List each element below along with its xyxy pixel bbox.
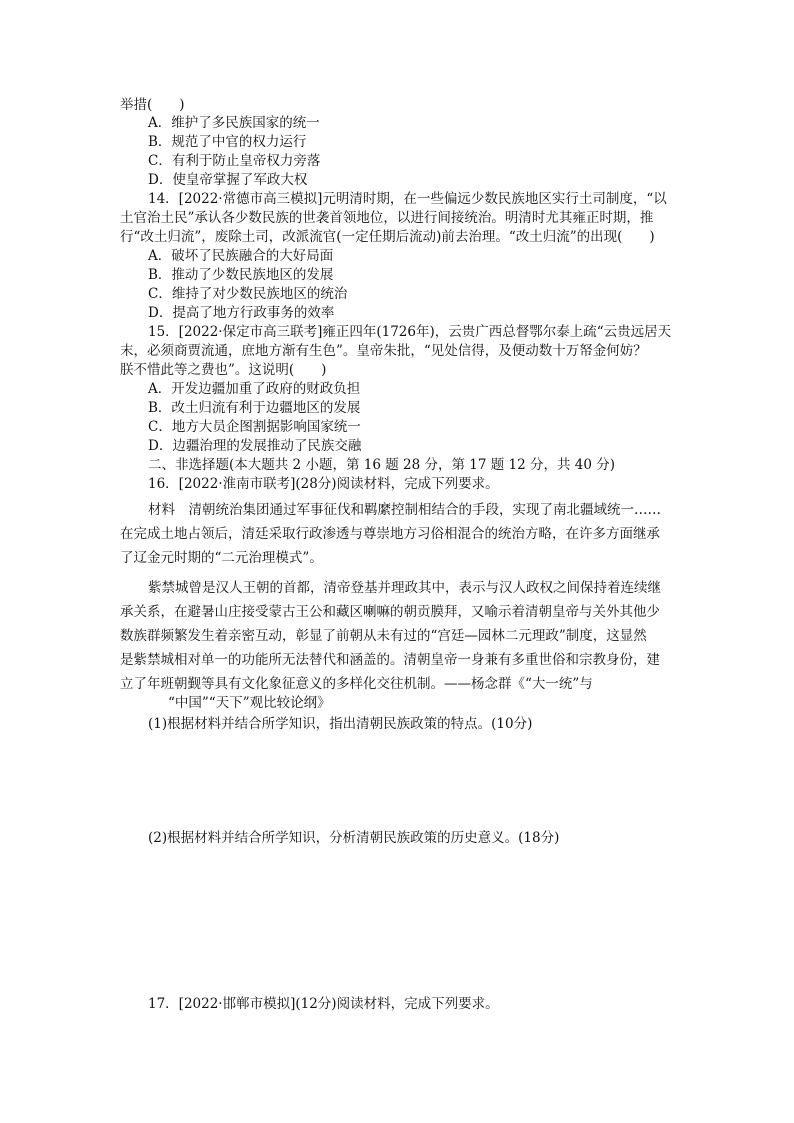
q14-stem-line2: 土官治土民”承认各少数民族的世袭首领地位，以进行间接统治。明清时尤其雍正时期，推 — [120, 210, 654, 226]
q15-option-b: B．改土归流有利于边疆地区的发展 — [148, 400, 361, 416]
q16-material-line3: 了辽金元时期的“二元治理模式”。 — [120, 550, 323, 566]
q14-stem-line3: 行“改土归流”，废除土司，改派流官(一定任期后流动)前去治理。“改土归流”的出现( ) — [120, 229, 655, 245]
q13-option-c: C．有利于防止皇帝权力旁落 — [148, 153, 321, 169]
q16-citation: “中国”“天下”观比较论纲》 — [168, 695, 331, 711]
q13-option-d: D．使皇帝掌握了军政大权 — [148, 172, 308, 188]
q15-stem-line1: 15．[2022·保定市高三联考]雍正四年(1726年)，云贵广西总督鄂尔泰上疏“云贵远居天 — [148, 324, 672, 340]
q16-material-line4: 紫禁城曾是汉人王朝的首都，清帝登基并理政其中，表示与汉人政权之间保持着连续继 — [148, 580, 661, 596]
q16-sub2: (2)根据材料并结合所学知识，分析清朝民族政策的历史意义。(18分) — [148, 830, 560, 846]
q15-option-a: A．开发边疆加重了政府的财政负担 — [148, 381, 361, 397]
q16-material-line5: 承关系，在避暑山庄接受蒙古王公和藏区喇嘛的朝贡膜拜，又喻示着清朝皇帝与关外其他少 — [120, 604, 660, 620]
q16-material-line1: 材料 清朝统治集团通过军事征伐和羁縻控制相结合的手段，实现了南北疆域统一…… — [148, 502, 661, 518]
q16-material-line2: 在完成土地占领后，清廷采取行政渗透与尊崇地方习俗相混合的统治方略，在许多方面继承 — [120, 526, 660, 542]
q16-material-line8: 立了年班朝觐等具有文化象征意义的多样化交往机制。——杨念群《“大一统”与 — [120, 676, 593, 692]
q15-stem-line3: 朕不惜此等之费也”。这说明( ) — [120, 362, 327, 378]
q14-option-d: D．提高了地方行政事务的效率 — [148, 305, 335, 321]
q13-option-b: B．规范了中官的权力运行 — [148, 134, 307, 150]
q14-option-c: C．维持了对少数民族地区的统治 — [148, 286, 348, 302]
q16-material-line6: 数族群频繁发生着亲密互动，彰显了前朝从未有过的“宫廷—园林二元理政”制度，这显然 — [120, 628, 647, 644]
q14-option-a: A．破坏了民族融合的大好局面 — [148, 248, 334, 264]
q17-stem: 17．[2022·邯郸市模拟](12分)阅读材料，完成下列要求。 — [148, 996, 499, 1012]
q15-stem-line2: 末，必须商贾流通，庶地方渐有生色”。皇帝朱批，“见处信得，及便动数十万帑金何妨？ — [120, 343, 647, 359]
section2-heading: 二、非选择题(本大题共 2 小题，第 16 题 28 分，第 17 题 12 分，共 40 分) — [148, 457, 616, 473]
q13-tail: 举措( ) — [120, 97, 185, 113]
q14-option-b: B．推动了少数民族地区的发展 — [148, 267, 334, 283]
q16-stem: 16．[2022·淮南市联考](28分)阅读材料，完成下列要求。 — [148, 476, 499, 492]
q13-option-a: A．维护了多民族国家的统一 — [148, 115, 320, 131]
q16-material-line7: 是紫禁城相对单一的功能所无法替代和涵盖的。清朝皇帝一身兼有多重世俗和宗教身份，建 — [120, 652, 660, 668]
q15-option-c: C．地方大员企图割据影响国家统一 — [148, 419, 361, 435]
q14-stem-line1: 14．[2022·常德市高三模拟]元明清时期，在一些偏远少数民族地区实行土司制度，“以 — [148, 191, 667, 207]
q16-sub1: (1)根据材料并结合所学知识，指出清朝民族政策的特点。(10分) — [148, 716, 533, 732]
q15-option-d: D．边疆治理的发展推动了民族交融 — [148, 438, 362, 454]
